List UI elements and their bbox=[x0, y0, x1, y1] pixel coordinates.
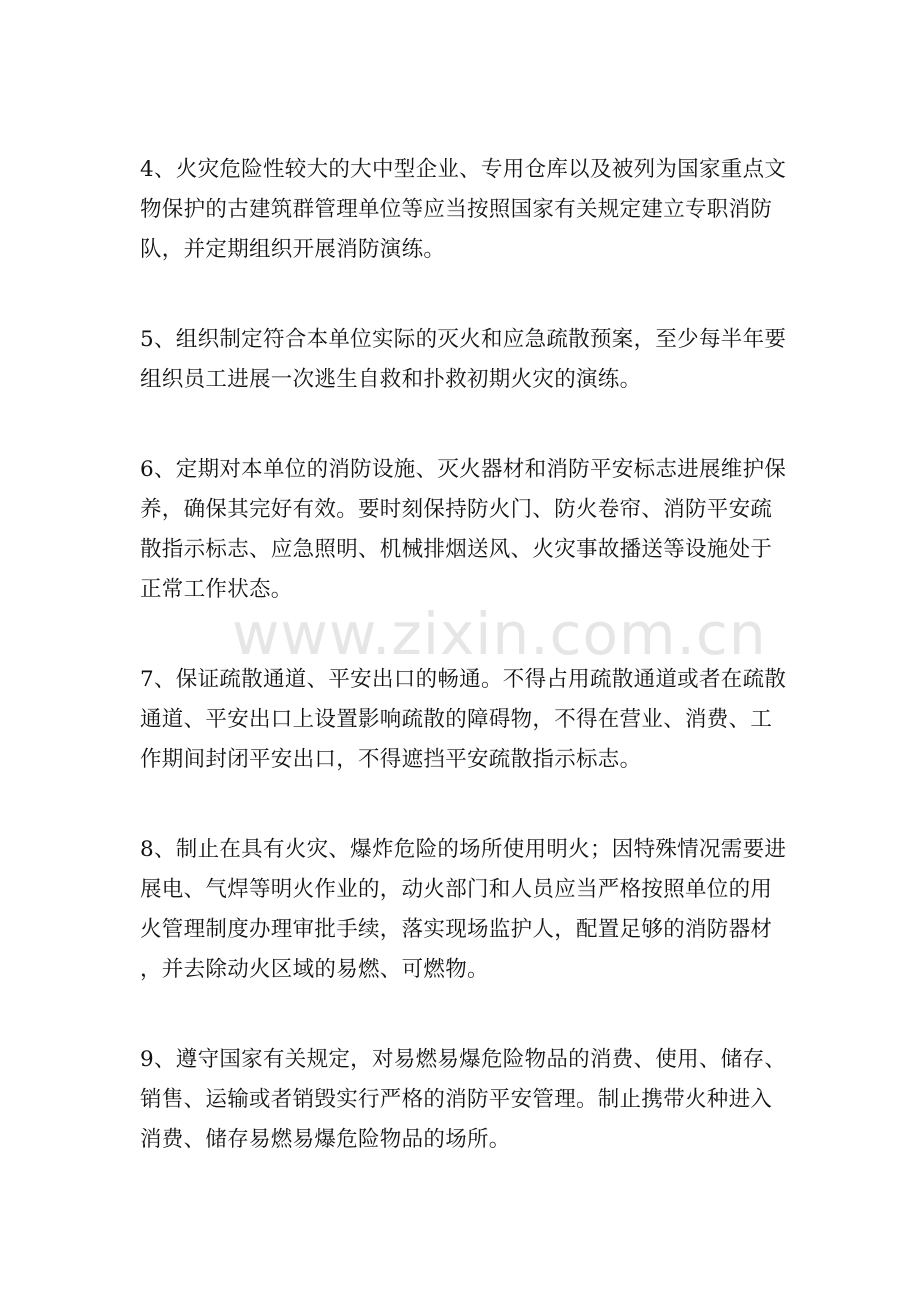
paragraph-line: ，并去除动火区域的易燃、可燃物。 bbox=[140, 957, 489, 982]
paragraph-item-8 bbox=[140, 830, 790, 990]
paragraph-line: 队，并定期组织开展消防演练。 bbox=[140, 237, 446, 262]
paragraph-line: 6、定期对本单位的消防设施、灭火器材和消防平安标志进展维护保 bbox=[140, 457, 787, 482]
paragraph-line: 8、制止在具有火灾、爆炸危险的场所使用明火；因特殊情况需要进 bbox=[140, 837, 787, 862]
paragraph-line: 组织员工进展一次逃生自救和扑救初期火灾的演练。 bbox=[140, 367, 642, 392]
paragraph-line: 4、火灾危险性较大的大中型企业、专用仓库以及被列为国家重点文 bbox=[140, 157, 787, 182]
paragraph-line: 7、保证疏散通道、平安出口的畅通。不得占用疏散通道或者在疏散 bbox=[140, 667, 787, 692]
paragraph-line: 物保护的古建筑群管理单位等应当按照国家有关规定建立专职消防 bbox=[140, 197, 773, 222]
document-body bbox=[140, 150, 790, 1210]
paragraph-item-7 bbox=[140, 660, 790, 780]
paragraph-line: 5、组织制定符合本单位实际的灭火和应急疏散预案，至少每半年要 bbox=[140, 327, 787, 352]
paragraph-line: 作期间封闭平安出口，不得遮挡平安疏散指示标志。 bbox=[140, 747, 642, 772]
paragraph-item-5 bbox=[140, 320, 790, 400]
paragraph-line: 销售、运输或者销毁实行严格的消防平安管理。制止携带火种进入 bbox=[140, 1087, 773, 1112]
paragraph-line: 散指示标志、应急照明、机械排烟送风、火灾事故播送等设施处于 bbox=[140, 537, 773, 562]
paragraph-line: 养，确保其完好有效。要时刻保持防火门、防火卷帘、消防平安疏 bbox=[140, 497, 773, 522]
paragraph-line: 消费、储存易燃易爆危险物品的场所。 bbox=[140, 1127, 511, 1152]
paragraph-line: 9、遵守国家有关规定，对易燃易爆危险物品的消费、使用、储存、 bbox=[140, 1047, 787, 1072]
paragraph-item-6 bbox=[140, 450, 790, 610]
paragraph-item-4 bbox=[140, 150, 790, 270]
paragraph-line: 火管理制度办理审批手续，落实现场监护人，配置足够的消防器材 bbox=[140, 917, 773, 942]
paragraph-item-9 bbox=[140, 1040, 790, 1160]
paragraph-line: 正常工作状态。 bbox=[140, 577, 293, 602]
paragraph-line: 通道、平安出口上设置影响疏散的障碍物，不得在营业、消费、工 bbox=[140, 707, 773, 732]
watermark: www.zixin.com.cn bbox=[232, 600, 767, 668]
paragraph-line: 展电、气焊等明火作业的，动火部门和人员应当严格按照单位的用 bbox=[140, 877, 773, 902]
